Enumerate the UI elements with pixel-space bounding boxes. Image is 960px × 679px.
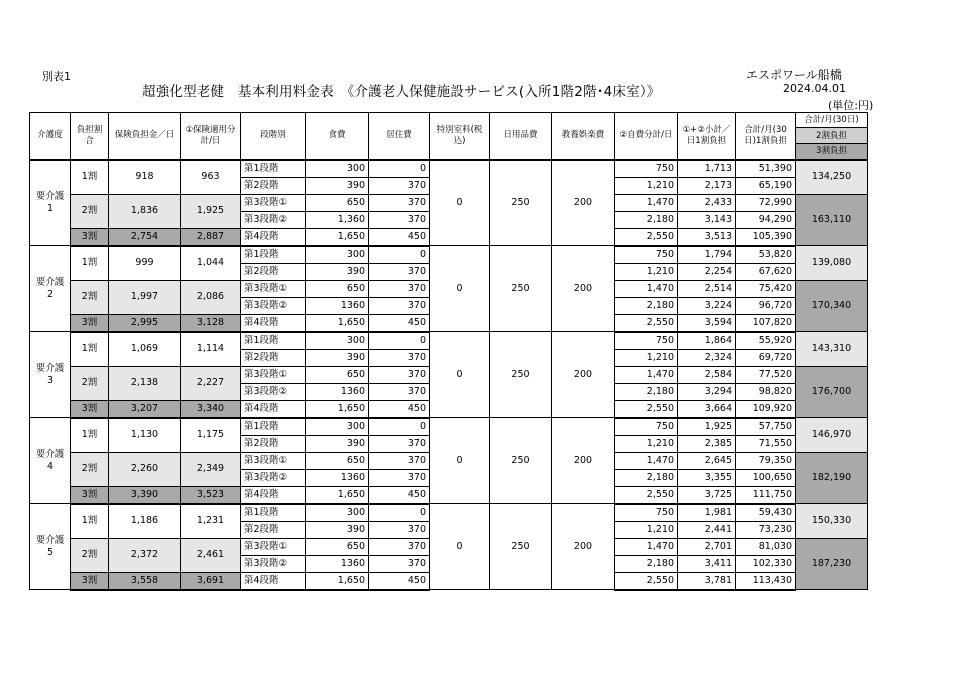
- insurance-applied-1: 1,114: [181, 332, 241, 367]
- insurance-applied-1: 1,231: [181, 504, 241, 539]
- monthly-value: 67,620: [736, 263, 796, 280]
- col-self-pay: ②自費分計/日: [615, 113, 678, 160]
- meal-value: 650: [306, 366, 369, 383]
- monthly-value: 79,350: [736, 452, 796, 469]
- subtotal-value: 1,864: [678, 332, 736, 350]
- stage-label: 第2段階: [241, 521, 306, 538]
- education-value: 200: [552, 418, 615, 504]
- residence-value: 370: [369, 211, 430, 228]
- col-residence: 居住費: [369, 113, 430, 160]
- subtotal-value: 1,925: [678, 418, 736, 436]
- meal-value: 1,650: [306, 400, 369, 418]
- burden-ratio-3: 3割: [71, 400, 109, 418]
- subtotal-value: 3,664: [678, 400, 736, 418]
- insurance-burden-3: 2,995: [109, 314, 181, 332]
- stage-label: 第4段階: [241, 400, 306, 418]
- residence-value: 370: [369, 521, 430, 538]
- meal-value: 1360: [306, 469, 369, 486]
- daily-goods-value: 250: [490, 160, 552, 246]
- col-stage: 段階別: [241, 113, 306, 160]
- monthly-value: 113,430: [736, 572, 796, 590]
- insurance-burden-1: 1,130: [109, 418, 181, 453]
- insurance-burden-3: 3,390: [109, 486, 181, 504]
- insurance-burden-1: 999: [109, 246, 181, 281]
- col-daily-goods: 日用品費: [490, 113, 552, 160]
- insurance-burden-3: 2,754: [109, 228, 181, 246]
- residence-value: 370: [369, 383, 430, 400]
- burden-ratio-1: 1割: [71, 160, 109, 195]
- self-pay-value: 750: [615, 332, 678, 350]
- meal-value: 650: [306, 194, 369, 211]
- stage-label: 第3段階①: [241, 452, 306, 469]
- stage-label: 第3段階①: [241, 366, 306, 383]
- stage-label: 第2段階: [241, 263, 306, 280]
- stage-label: 第1段階: [241, 504, 306, 522]
- burden-ratio-1: 1割: [71, 332, 109, 367]
- col-burden-3: 3割負担: [796, 144, 868, 160]
- insurance-applied-2: 2,086: [181, 280, 241, 314]
- col-subtotal: ①+②小計／日1割負担: [678, 113, 736, 160]
- burden-ratio-3: 3割: [71, 486, 109, 504]
- meal-value: 650: [306, 452, 369, 469]
- subtotal-value: 2,441: [678, 521, 736, 538]
- residence-value: 450: [369, 486, 430, 504]
- monthly-value: 71,550: [736, 435, 796, 452]
- self-pay-value: 2,550: [615, 228, 678, 246]
- residence-value: 370: [369, 263, 430, 280]
- meal-value: 1,650: [306, 486, 369, 504]
- residence-value: 370: [369, 297, 430, 314]
- care-level-name: 要介護 5: [30, 504, 71, 590]
- insurance-burden-1: 918: [109, 160, 181, 195]
- care-level-name: 要介護 1: [30, 160, 71, 246]
- monthly-value: 73,230: [736, 521, 796, 538]
- education-value: 200: [552, 246, 615, 332]
- residence-value: 450: [369, 572, 430, 590]
- subtotal-value: 2,254: [678, 263, 736, 280]
- subtotal-value: 3,411: [678, 555, 736, 572]
- insurance-applied-3: 3,691: [181, 572, 241, 590]
- monthly-value: 111,750: [736, 486, 796, 504]
- col-burden-ratio: 負担割合: [71, 113, 109, 160]
- burden-ratio-1: 1割: [71, 246, 109, 281]
- stage-label: 第2段階: [241, 349, 306, 366]
- insurance-applied-3: 3,128: [181, 314, 241, 332]
- stage-label: 第4段階: [241, 572, 306, 590]
- meal-value: 1360: [306, 383, 369, 400]
- residence-value: 0: [369, 246, 430, 264]
- meal-value: 300: [306, 246, 369, 264]
- monthly-value: 102,330: [736, 555, 796, 572]
- special-room-value: 0: [430, 332, 490, 418]
- residence-value: 370: [369, 538, 430, 555]
- insurance-burden-1: 1,186: [109, 504, 181, 539]
- care-level-name: 要介護 4: [30, 418, 71, 504]
- residence-value: 450: [369, 314, 430, 332]
- self-pay-value: 1,210: [615, 177, 678, 194]
- self-pay-value: 1,210: [615, 349, 678, 366]
- monthly-value: 98,820: [736, 383, 796, 400]
- stage-label: 第4段階: [241, 486, 306, 504]
- residence-value: 0: [369, 418, 430, 436]
- self-pay-value: 750: [615, 418, 678, 436]
- insurance-applied-1: 1,044: [181, 246, 241, 281]
- stage-label: 第3段階①: [241, 280, 306, 297]
- insurance-applied-2: 2,461: [181, 538, 241, 572]
- stage-label: 第3段階②: [241, 383, 306, 400]
- residence-value: 0: [369, 504, 430, 522]
- residence-value: 370: [369, 555, 430, 572]
- residence-value: 370: [369, 194, 430, 211]
- stage-label: 第3段階②: [241, 211, 306, 228]
- burden-ratio-3: 3割: [71, 228, 109, 246]
- effective-date: 2024.04.01: [783, 82, 846, 95]
- meal-value: 300: [306, 418, 369, 436]
- meal-value: 300: [306, 504, 369, 522]
- insurance-applied-3: 3,340: [181, 400, 241, 418]
- stage-label: 第3段階②: [241, 297, 306, 314]
- table-row: [30, 246, 868, 264]
- monthly-value: 96,720: [736, 297, 796, 314]
- monthly-value: 57,750: [736, 418, 796, 436]
- insurance-burden-2: 2,372: [109, 538, 181, 572]
- header-row: [30, 113, 868, 128]
- col-insurance-burden: 保険負担金／日: [109, 113, 181, 160]
- meal-value: 390: [306, 435, 369, 452]
- burden-ratio-2: 2割: [71, 366, 109, 400]
- insurance-burden-3: 3,558: [109, 572, 181, 590]
- monthly-3-value: 176,700: [796, 366, 868, 418]
- meal-value: 300: [306, 332, 369, 350]
- insurance-burden-3: 3,207: [109, 400, 181, 418]
- meal-value: 390: [306, 263, 369, 280]
- monthly-value: 81,030: [736, 538, 796, 555]
- insurance-burden-1: 1,069: [109, 332, 181, 367]
- insurance-burden-2: 1,836: [109, 194, 181, 228]
- stage-label: 第2段階: [241, 177, 306, 194]
- stage-label: 第4段階: [241, 228, 306, 246]
- fee-table: [29, 112, 868, 591]
- self-pay-value: 750: [615, 246, 678, 264]
- self-pay-value: 1,470: [615, 538, 678, 555]
- page-title: 超強化型老健 基本利用料金表 《介護老人保健施設サービス(入所1階2階･4床室）》: [142, 84, 661, 100]
- burden-ratio-2: 2割: [71, 280, 109, 314]
- residence-value: 0: [369, 332, 430, 350]
- meal-value: 1360: [306, 555, 369, 572]
- monthly-2-value: 150,330: [796, 504, 868, 539]
- burden-ratio-1: 1割: [71, 504, 109, 539]
- daily-goods-value: 250: [490, 246, 552, 332]
- self-pay-value: 1,210: [615, 435, 678, 452]
- stage-label: 第3段階①: [241, 194, 306, 211]
- subtotal-value: 3,294: [678, 383, 736, 400]
- subtotal-value: 2,514: [678, 280, 736, 297]
- subtotal-value: 3,224: [678, 297, 736, 314]
- appendix-label: 別表1: [42, 70, 71, 83]
- monthly-value: 100,650: [736, 469, 796, 486]
- table-row: [30, 332, 868, 350]
- subtotal-value: 1,981: [678, 504, 736, 522]
- residence-value: 370: [369, 435, 430, 452]
- meal-value: 1,650: [306, 228, 369, 246]
- subtotal-value: 2,433: [678, 194, 736, 211]
- residence-value: 450: [369, 400, 430, 418]
- self-pay-value: 2,180: [615, 469, 678, 486]
- self-pay-value: 750: [615, 504, 678, 522]
- special-room-value: 0: [430, 418, 490, 504]
- burden-ratio-2: 2割: [71, 538, 109, 572]
- col-special-room: 特別室料(税込): [430, 113, 490, 160]
- stage-label: 第4段階: [241, 314, 306, 332]
- education-value: 200: [552, 504, 615, 590]
- monthly-value: 69,720: [736, 349, 796, 366]
- subtotal-value: 3,594: [678, 314, 736, 332]
- monthly-value: 109,920: [736, 400, 796, 418]
- col-education: 教養娯楽費: [552, 113, 615, 160]
- monthly-value: 94,290: [736, 211, 796, 228]
- residence-value: 0: [369, 160, 430, 178]
- education-value: 200: [552, 332, 615, 418]
- stage-label: 第3段階②: [241, 555, 306, 572]
- monthly-3-value: 182,190: [796, 452, 868, 504]
- insurance-applied-1: 1,175: [181, 418, 241, 453]
- monthly-value: 51,390: [736, 160, 796, 178]
- self-pay-value: 2,180: [615, 555, 678, 572]
- col-insurance-applied: ①保険適用分計/日: [181, 113, 241, 160]
- col-monthly: 合計/月(30日)1割負担: [736, 113, 796, 160]
- burden-ratio-3: 3割: [71, 314, 109, 332]
- col-burden-2: 2割負担: [796, 128, 868, 144]
- daily-goods-value: 250: [490, 332, 552, 418]
- insurance-applied-2: 2,349: [181, 452, 241, 486]
- insurance-burden-2: 2,138: [109, 366, 181, 400]
- daily-goods-value: 250: [490, 418, 552, 504]
- self-pay-value: 2,550: [615, 314, 678, 332]
- insurance-applied-1: 963: [181, 160, 241, 195]
- monthly-3-value: 163,110: [796, 194, 868, 246]
- meal-value: 390: [306, 349, 369, 366]
- self-pay-value: 2,180: [615, 383, 678, 400]
- col-meal: 食費: [306, 113, 369, 160]
- special-room-value: 0: [430, 246, 490, 332]
- subtotal-value: 3,781: [678, 572, 736, 590]
- stage-label: 第2段階: [241, 435, 306, 452]
- col-monthly-30: 合計/月(30日): [796, 113, 868, 128]
- subtotal-value: 1,713: [678, 160, 736, 178]
- residence-value: 370: [369, 469, 430, 486]
- self-pay-value: 1,470: [615, 280, 678, 297]
- insurance-burden-2: 2,260: [109, 452, 181, 486]
- monthly-value: 65,190: [736, 177, 796, 194]
- subtotal-value: 3,513: [678, 228, 736, 246]
- insurance-applied-3: 3,523: [181, 486, 241, 504]
- burden-ratio-2: 2割: [71, 452, 109, 486]
- monthly-value: 105,390: [736, 228, 796, 246]
- subtotal-value: 3,725: [678, 486, 736, 504]
- self-pay-value: 1,470: [615, 194, 678, 211]
- self-pay-value: 1,470: [615, 366, 678, 383]
- table-row: [30, 160, 868, 178]
- meal-value: 650: [306, 538, 369, 555]
- col-care-level: 介護度: [30, 113, 71, 160]
- monthly-3-value: 170,340: [796, 280, 868, 332]
- self-pay-value: 2,550: [615, 572, 678, 590]
- meal-value: 1,650: [306, 314, 369, 332]
- meal-value: 390: [306, 177, 369, 194]
- subtotal-value: 2,173: [678, 177, 736, 194]
- insurance-applied-3: 2,887: [181, 228, 241, 246]
- monthly-2-value: 134,250: [796, 160, 868, 195]
- monthly-value: 77,520: [736, 366, 796, 383]
- subtotal-value: 2,645: [678, 452, 736, 469]
- monthly-2-value: 146,970: [796, 418, 868, 453]
- stage-label: 第1段階: [241, 246, 306, 264]
- monthly-value: 55,920: [736, 332, 796, 350]
- subtotal-value: 3,143: [678, 211, 736, 228]
- monthly-value: 59,430: [736, 504, 796, 522]
- insurance-burden-2: 1,997: [109, 280, 181, 314]
- monthly-value: 75,420: [736, 280, 796, 297]
- special-room-value: 0: [430, 504, 490, 590]
- meal-value: 650: [306, 280, 369, 297]
- monthly-value: 107,820: [736, 314, 796, 332]
- self-pay-value: 2,550: [615, 400, 678, 418]
- monthly-2-value: 139,080: [796, 246, 868, 281]
- subtotal-value: 2,584: [678, 366, 736, 383]
- burden-ratio-3: 3割: [71, 572, 109, 590]
- stage-label: 第3段階②: [241, 469, 306, 486]
- unit-label: (単位:円): [828, 99, 874, 112]
- monthly-value: 53,820: [736, 246, 796, 264]
- care-level-name: 要介護 2: [30, 246, 71, 332]
- residence-value: 370: [369, 177, 430, 194]
- subtotal-value: 2,324: [678, 349, 736, 366]
- residence-value: 370: [369, 349, 430, 366]
- meal-value: 1,650: [306, 572, 369, 590]
- self-pay-value: 1,470: [615, 452, 678, 469]
- subtotal-value: 1,794: [678, 246, 736, 264]
- subtotal-value: 2,385: [678, 435, 736, 452]
- monthly-3-value: 187,230: [796, 538, 868, 590]
- special-room-value: 0: [430, 160, 490, 246]
- subtotal-value: 3,355: [678, 469, 736, 486]
- daily-goods-value: 250: [490, 504, 552, 590]
- self-pay-value: 2,550: [615, 486, 678, 504]
- residence-value: 370: [369, 280, 430, 297]
- stage-label: 第1段階: [241, 160, 306, 178]
- self-pay-value: 750: [615, 160, 678, 178]
- insurance-applied-2: 1,925: [181, 194, 241, 228]
- meal-value: 1,360: [306, 211, 369, 228]
- subtotal-value: 2,701: [678, 538, 736, 555]
- residence-value: 370: [369, 366, 430, 383]
- monthly-value: 72,990: [736, 194, 796, 211]
- self-pay-value: 1,210: [615, 521, 678, 538]
- care-level-name: 要介護 3: [30, 332, 71, 418]
- table-row: [30, 504, 868, 522]
- stage-label: 第1段階: [241, 418, 306, 436]
- residence-value: 450: [369, 228, 430, 246]
- self-pay-value: 2,180: [615, 211, 678, 228]
- self-pay-value: 1,210: [615, 263, 678, 280]
- burden-ratio-1: 1割: [71, 418, 109, 453]
- monthly-2-value: 143,310: [796, 332, 868, 367]
- table-row: [30, 418, 868, 436]
- education-value: 200: [552, 160, 615, 246]
- burden-ratio-2: 2割: [71, 194, 109, 228]
- residence-value: 370: [369, 452, 430, 469]
- stage-label: 第3段階①: [241, 538, 306, 555]
- insurance-applied-2: 2,227: [181, 366, 241, 400]
- facility-name: エスポワール船橋: [746, 68, 842, 82]
- stage-label: 第1段階: [241, 332, 306, 350]
- meal-value: 390: [306, 521, 369, 538]
- self-pay-value: 2,180: [615, 297, 678, 314]
- meal-value: 300: [306, 160, 369, 178]
- meal-value: 1360: [306, 297, 369, 314]
